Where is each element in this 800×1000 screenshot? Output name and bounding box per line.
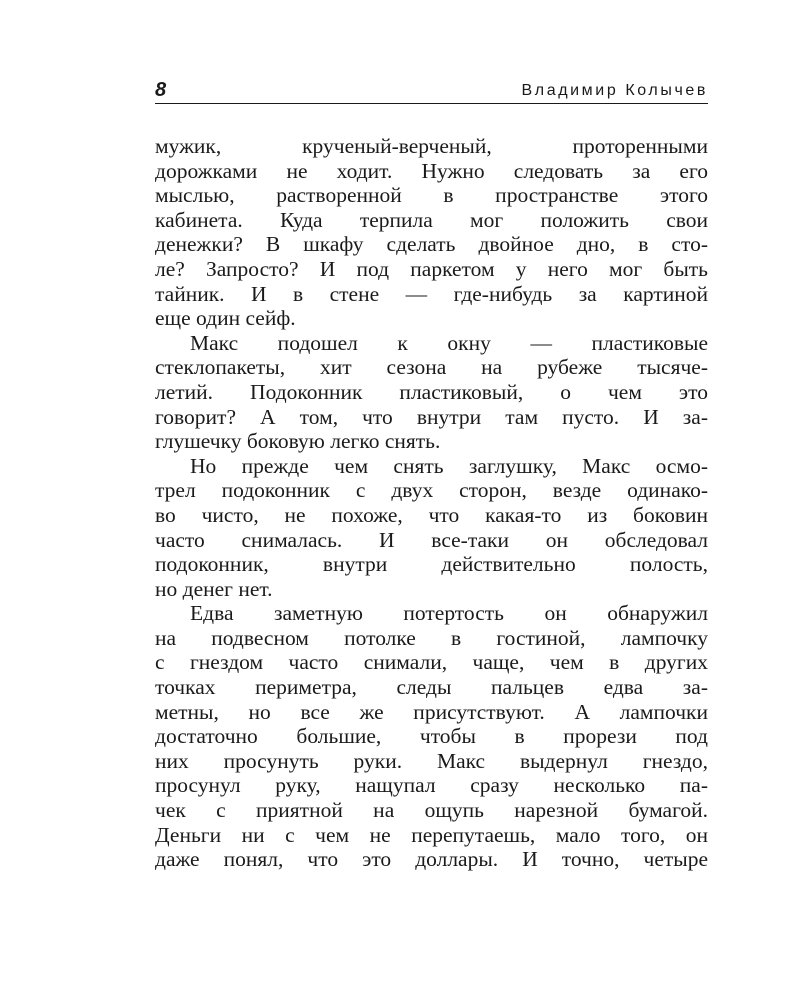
text-line: кабинета. Куда терпила мог положить свои bbox=[155, 207, 708, 232]
text-line: говорит? А том, что внутри там пусто. И за- bbox=[155, 404, 708, 429]
text-line: стеклопакеты, хит сезона на рубеже тысяче- bbox=[155, 355, 708, 380]
text-line: достаточно большие, чтобы в прорези под bbox=[155, 724, 708, 749]
header-rule bbox=[155, 103, 708, 104]
text-line: Едва заметную потертость он обнаружил bbox=[190, 601, 708, 626]
running-head-author: Владимир Колычев bbox=[521, 82, 708, 99]
text-line: летий. Подоконник пластиковый, о чем это bbox=[155, 379, 708, 404]
text-line: подоконник, внутри действительно полость, bbox=[155, 552, 708, 577]
text-line: трел подоконник с двух сторон, везде одинако- bbox=[155, 478, 708, 503]
text-line: еще один сейф. bbox=[155, 306, 296, 331]
text-line: даже понял, что это доллары. И точно, четыре bbox=[155, 847, 708, 872]
text-line: но денег нет. bbox=[155, 576, 273, 601]
text-line: метны, но все же присутствуют. А лампочки bbox=[155, 699, 708, 724]
text-line: чек с приятной на ощупь нарезной бумагой. bbox=[155, 798, 708, 823]
page-header bbox=[155, 78, 708, 104]
text-line: на подвесном потолке в гостиной, лампочку bbox=[155, 625, 708, 650]
text-line: просунул руку, нащупал сразу несколько па- bbox=[155, 773, 708, 798]
text-line: точках периметра, следы пальцев едва за- bbox=[155, 675, 708, 700]
text-line: мыслью, растворенной в пространстве этого bbox=[155, 183, 708, 208]
text-line: Макс подошел к окну — пластиковые bbox=[190, 330, 708, 355]
text-line: часто снималась. И все-таки он обследовал bbox=[155, 527, 708, 552]
text-line: Но прежде чем снять заглушку, Макс осмо- bbox=[190, 453, 708, 478]
body-text bbox=[155, 134, 708, 872]
text-line: дорожками не ходит. Нужно следовать за его bbox=[155, 158, 708, 183]
text-line: тайник. И в стене — где-нибудь за картиной bbox=[155, 281, 708, 306]
text-line: мужик, крученый-верченый, проторенными bbox=[155, 134, 708, 158]
text-line: глушечку боковую легко снять. bbox=[155, 429, 441, 454]
text-line: них просунуть руки. Макс выдернул гнездо, bbox=[155, 748, 708, 773]
text-line: с гнездом часто снимали, чаще, чем в других bbox=[155, 650, 708, 675]
text-line: Деньги ни с чем не перепутаешь, мало того, он bbox=[155, 822, 708, 847]
page-number: 8 bbox=[155, 79, 167, 101]
text-line: ле? Запросто? И под паркетом у него мог быть bbox=[155, 256, 708, 281]
text-line: денежки? В шкафу сделать двойное дно, в сто- bbox=[155, 232, 708, 257]
text-line: во чисто, не похоже, что какая-то из боковин bbox=[155, 502, 708, 527]
